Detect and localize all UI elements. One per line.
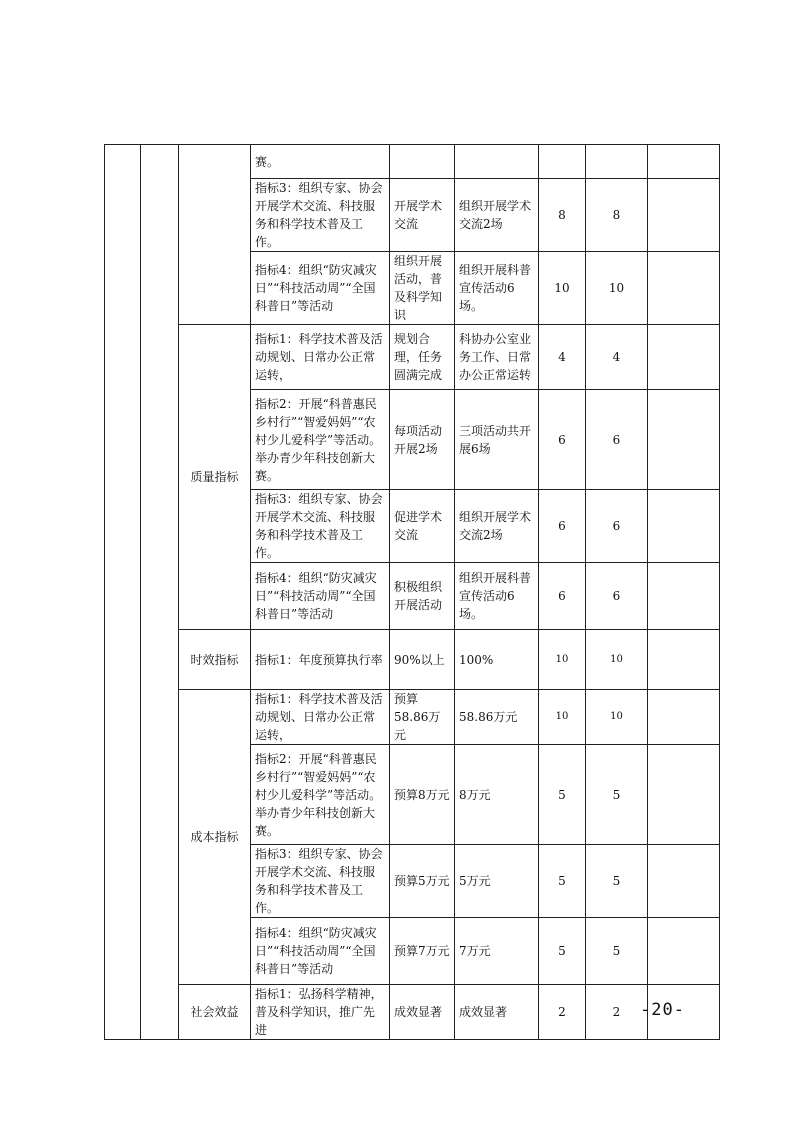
table-row [105, 985, 720, 1040]
remark-cell [648, 252, 720, 325]
remark-cell [648, 325, 720, 390]
target-value-cell: 开展学术交流 [390, 179, 455, 252]
remark-cell [648, 490, 720, 563]
actual-value-cell: 5万元 [455, 845, 539, 918]
score-cell: 10 [586, 630, 648, 690]
indicator-cell: 指标1：弘扬科学精神，普及科学知识，推广先进 [251, 985, 390, 1040]
weight-cell: 10 [539, 252, 586, 325]
target-value-cell: 90%以上 [390, 630, 455, 690]
score-cell: 8 [586, 179, 648, 252]
score-cell: 6 [586, 390, 648, 490]
level1-indicator-cell [105, 145, 141, 1040]
table-row [105, 630, 720, 690]
remark-cell [648, 390, 720, 490]
indicator-cell: 指标4：组织“防灾减灾日”“科技活动周”“全国科普日”等活动 [251, 563, 390, 630]
remark-cell [648, 845, 720, 918]
category-cell-timeliness: 时效指标 [179, 630, 251, 690]
weight-cell: 2 [539, 985, 586, 1040]
weight-cell: 10 [539, 690, 586, 745]
actual-value-cell [455, 145, 539, 179]
performance-indicator-table [104, 144, 720, 1040]
remark-cell [648, 145, 720, 179]
target-value-cell: 预算7万元 [390, 918, 455, 985]
target-value-cell [390, 145, 455, 179]
indicator-cell: 指标3：组织专家、协会开展学术交流、科技服务和科学技术普及工作。 [251, 179, 390, 252]
level2-indicator-cell [141, 145, 179, 1040]
indicator-cell: 指标1：科学技术普及活动规划、日常办公正常运转， [251, 690, 390, 745]
target-value-cell: 预算5万元 [390, 845, 455, 918]
indicator-cell: 赛。 [251, 145, 390, 179]
actual-value-cell: 8万元 [455, 745, 539, 845]
score-cell: 2 [586, 985, 648, 1040]
indicator-cell: 指标2：开展“科普惠民乡村行”“智爱妈妈”“农村少儿爱科学”等活动。举办青少年科技创新大赛。 [251, 390, 390, 490]
actual-value-cell: 组织开展科普宣传活动6场。 [455, 563, 539, 630]
target-value-cell: 促进学术交流 [390, 490, 455, 563]
score-cell: 5 [586, 845, 648, 918]
target-value-cell: 组织开展活动，普及科学知识 [390, 252, 455, 325]
indicator-cell: 指标3：组织专家、协会开展学术交流、科技服务和科学技术普及工作。 [251, 490, 390, 563]
weight-cell: 5 [539, 918, 586, 985]
weight-cell: 10 [539, 630, 586, 690]
weight-cell: 4 [539, 325, 586, 390]
weight-cell: 5 [539, 745, 586, 845]
target-value-cell: 预算58.86万元 [390, 690, 455, 745]
category-cell-social-benefit: 社会效益 [179, 985, 251, 1040]
actual-value-cell: 100% [455, 630, 539, 690]
score-cell: 10 [586, 690, 648, 745]
category-cell-quality: 质量指标 [179, 325, 251, 630]
actual-value-cell: 组织开展学术交流2场 [455, 490, 539, 563]
category-cell-output-quantity [179, 145, 251, 325]
table-row [105, 690, 720, 745]
actual-value-cell: 58.86万元 [455, 690, 539, 745]
page-number: -20- [640, 1000, 685, 1020]
score-cell: 6 [586, 563, 648, 630]
indicator-cell: 指标1：科学技术普及活动规划、日常办公正常运转， [251, 325, 390, 390]
category-cell-cost: 成本指标 [179, 690, 251, 985]
weight-cell: 8 [539, 179, 586, 252]
target-value-cell: 预算8万元 [390, 745, 455, 845]
remark-cell [648, 179, 720, 252]
score-cell [586, 145, 648, 179]
actual-value-cell: 组织开展学术交流2场 [455, 179, 539, 252]
weight-cell [539, 145, 586, 179]
actual-value-cell: 7万元 [455, 918, 539, 985]
actual-value-cell: 三项活动共开展6场 [455, 390, 539, 490]
indicator-cell: 指标4：组织“防灾减灾日”“科技活动周”“全国科普日”等活动 [251, 918, 390, 985]
weight-cell: 6 [539, 390, 586, 490]
weight-cell: 6 [539, 490, 586, 563]
weight-cell: 5 [539, 845, 586, 918]
score-cell: 6 [586, 490, 648, 563]
indicator-cell: 指标4：组织“防灾减灾日”“科技活动周”“全国科普日”等活动 [251, 252, 390, 325]
target-value-cell: 积极组织开展活动 [390, 563, 455, 630]
indicator-cell: 指标2：开展“科普惠民乡村行”“智爱妈妈”“农村少儿爱科学”等活动。举办青少年科技创新大赛。 [251, 745, 390, 845]
remark-cell [648, 630, 720, 690]
target-value-cell: 每项活动开展2场 [390, 390, 455, 490]
indicator-cell: 指标3：组织专家、协会开展学术交流、科技服务和科学技术普及工作。 [251, 845, 390, 918]
remark-cell [648, 745, 720, 845]
score-cell: 5 [586, 918, 648, 985]
actual-value-cell: 成效显著 [455, 985, 539, 1040]
score-cell: 5 [586, 745, 648, 845]
target-value-cell: 规划合理，任务圆满完成 [390, 325, 455, 390]
table-row [105, 145, 720, 179]
actual-value-cell: 科协办公室业务工作、日常办公正常运转 [455, 325, 539, 390]
target-value-cell: 成效显著 [390, 985, 455, 1040]
indicator-cell: 指标1：年度预算执行率 [251, 630, 390, 690]
remark-cell [648, 563, 720, 630]
remark-cell [648, 690, 720, 745]
score-cell: 10 [586, 252, 648, 325]
weight-cell: 6 [539, 563, 586, 630]
score-cell: 4 [586, 325, 648, 390]
remark-cell [648, 918, 720, 985]
actual-value-cell: 组织开展科普宣传活动6场。 [455, 252, 539, 325]
table-row [105, 325, 720, 390]
